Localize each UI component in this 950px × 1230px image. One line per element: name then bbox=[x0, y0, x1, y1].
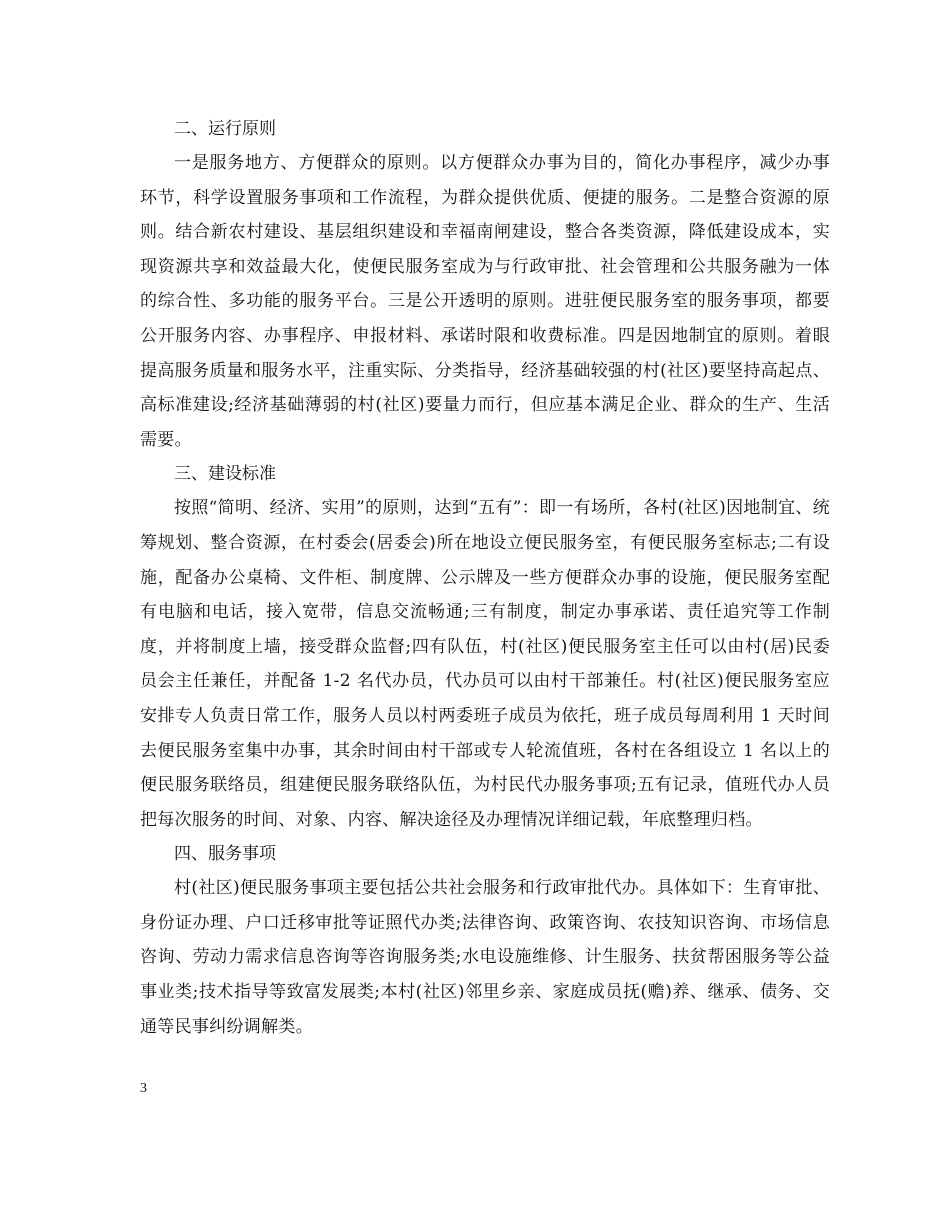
section-heading: 三、建设标准 bbox=[174, 464, 276, 485]
section-service-items bbox=[140, 837, 830, 1044]
section-paragraph: 一是服务地方、方便群众的原则。以方便群众办事为目的，简化办事程序，减少办事环节，科学设置服务事项和工作流程，为群众提供优质、便捷的服务。二是整合资源的原则。结合新农村建设、基层组织建设和幸福南闸建设，整合各类资源，降低建设成本，实现资源共享和效益最大化，使便民服务室成为与行政审批、社会管理和公共服务融为一体的综合性、多功能的服务平台。三是公开透明的原则。进驻便民服务室的服务事项，都要公开服务内容、办事程序、申报材料、承诺时限和收费标准。四是因地制宜的原则。着眼提高服务质量和服务水平，注重实际、分类指导，经济基础较强的村(社区)要坚持高起点、高标准建设;经济基础薄弱的村(社区)要量力而行，但应基本满足企业、群众的生产、生活需要。 bbox=[140, 153, 830, 450]
section-paragraph: 按照“简明、经济、实用”的原则，达到“五有”：即一有场所，各村(社区)因地制宜、统筹规划、整合资源，在村委会(居委会)所在地设立便民服务室，有便民服务室标志;二有设施，配备办公桌椅、文件柜、制度牌、公示牌及一些方便群众办事的设施，便民服务室配有电脑和电话，接入宽带，信息交流畅通;三有制度，制定办事承诺、责任追究等工作制度，并将制度上墙，接受群众监督;四有队伍，村(社区)便民服务室主任可以由村(居)民委员会主任兼任，并配备 1-2 名代办员，代办员可以由村干部兼任。村(社区)便民服务室应安排专人负责日常工作，服务人员以村两委班子成员为依托，班子成员每周利用 1 天时间去便民服务室集中办事，其余时间由村干部或专人轮流值班，各村在各组设立 1 名以上的便民服务联络员，组建便民服务联络队伍，为村民代办服务事项;五有记录，值班代办人员把每次服务的时间、对象、内容、解决途径及办理情况详细记载，年底整理归档。 bbox=[140, 498, 830, 830]
section-heading: 二、运行原则 bbox=[174, 119, 276, 139]
section-construction-standards bbox=[140, 457, 830, 837]
section-operating-principles bbox=[140, 112, 830, 457]
document-body bbox=[140, 112, 830, 1044]
page-number: 3 bbox=[140, 1081, 147, 1096]
section-heading: 四、服务事项 bbox=[174, 844, 276, 865]
section-paragraph: 村(社区)便民服务事项主要包括公共社会服务和行政审批代办。具体如下：生育审批、身份证办理、户口迁移审批等证照代办类;法律咨询、政策咨询、农技知识咨询、市场信息咨询、劳动力需求信息咨询等咨询服务类;水电设施维修、计生服务、扶贫帮困服务等公益事业类;技术指导等致富发展类;本村(社区)邻里乡亲、家庭成员抚(赡)养、继承、债务、交通等民事纠纷调解类。 bbox=[140, 878, 830, 1037]
